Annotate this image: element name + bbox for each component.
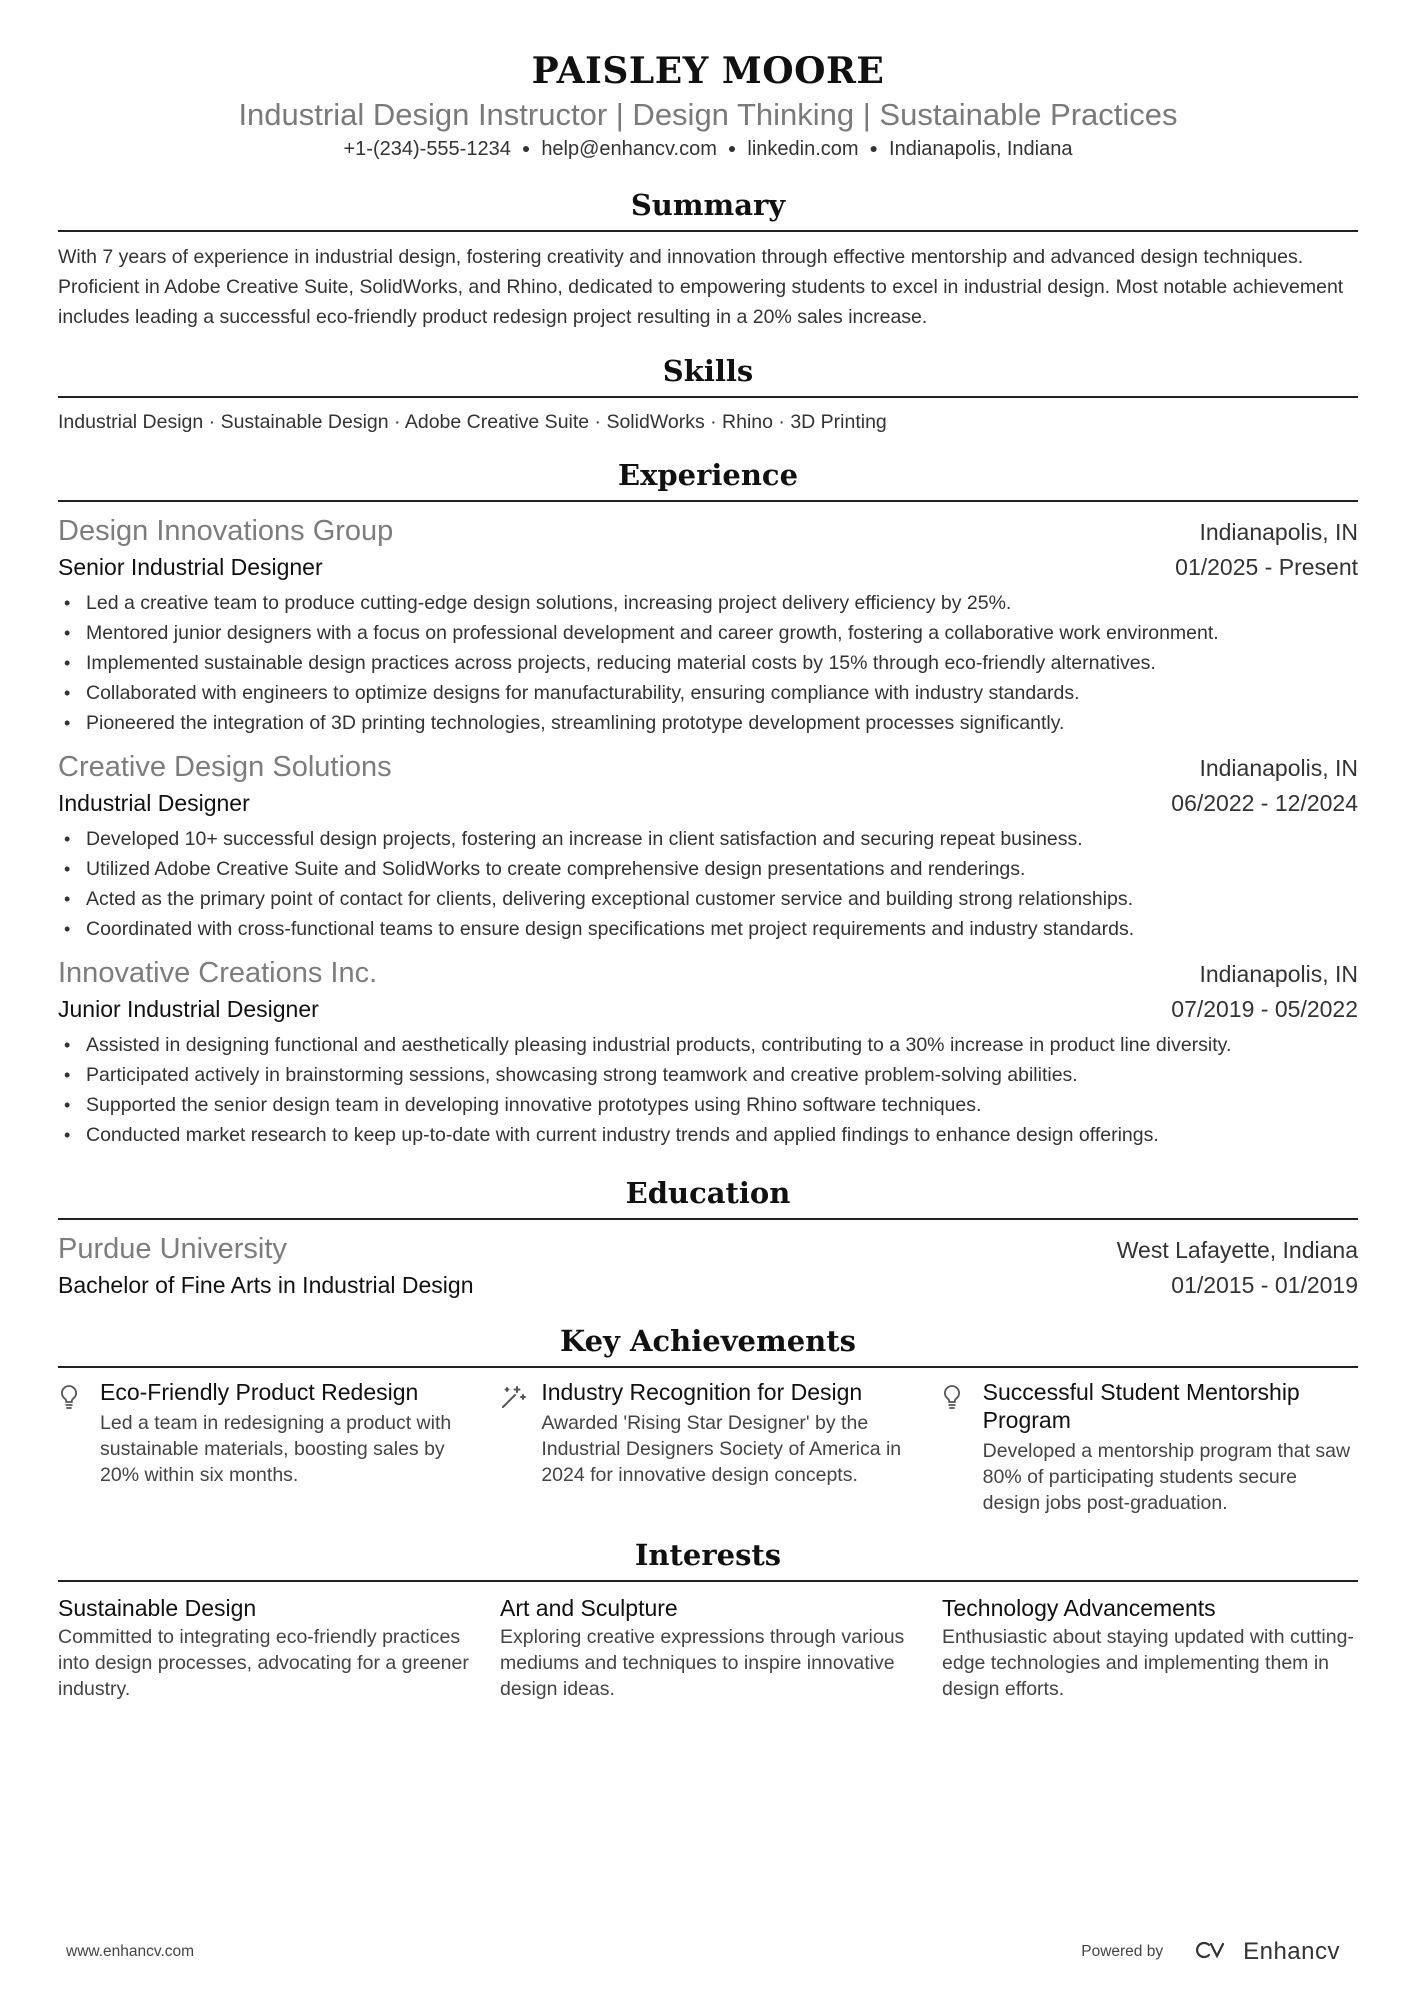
bullet-separator: ● [727,140,737,156]
section-title-achievements: Key Achievements [560,1324,856,1358]
skills-list: Industrial Design · Sustainable Design · Adobe Creative Suite · SolidWorks · Rhino · 3D Printing [58,411,887,433]
achievement-title: Successful Student Mentorship Program [982,1379,1300,1433]
interest-description: Exploring creative expressions through various mediums and techniques to inspire innovative design ideas. [500,1626,905,1700]
brand-name[interactable]: Enhancv [1243,1938,1340,1965]
section-divider [58,1580,1358,1582]
bullet-item: • Acted as the primary point of contact for clients, delivering exceptional customer service and building strong relationships. [58,884,1358,914]
phone[interactable]: +1-(234)-555-1234 [343,138,511,160]
achievement-item [499,1378,916,1516]
section-divider [58,1366,1358,1368]
degree: Bachelor of Fine Arts in Industrial Design [58,1272,474,1298]
page-footer [66,1938,1340,1966]
section-title-education: Education [625,1176,791,1210]
education-dates: 01/2015 - 01/2019 [1171,1272,1358,1298]
achievement-item [941,1378,1358,1516]
bullet-separator: ● [521,140,531,156]
linkedin-link[interactable]: linkedin.com [747,138,859,160]
candidate-name: PAISLEY MOORE [531,50,885,92]
powered-by-label: Powered by [1081,1943,1164,1960]
achievement-item [58,1378,475,1516]
bullet-item: • Assisted in designing functional and aesthetically pleasing industrial products, contributing to a 30% increase in product line diversity. [58,1030,1358,1060]
interest-description: Committed to integrating eco-friendly practices into design processes, advocating for a greener industry. [58,1626,469,1700]
achievement-description: Developed a mentorship program that saw 80% of participating students secure design jobs post-graduation. [982,1440,1351,1514]
job-role: Senior Industrial Designer [58,554,323,580]
company-name: Creative Design Solutions [58,751,392,783]
job-entry [58,954,1358,1150]
job-bullets [58,824,1358,944]
company-name: Innovative Creations Inc. [58,957,378,989]
education-section [58,1174,1358,1302]
job-entry [58,512,1358,738]
enhancv-logo-icon [1189,1939,1233,1966]
interest-item [500,1592,916,1702]
bullet-item: • Coordinated with cross-functional teams to ensure design specifications met project requirements and industry standards. [58,914,1358,944]
achievement-description: Led a team in redesigning a product with sustainable materials, boosting sales by 20% within six months. [100,1412,452,1486]
interest-item [58,1592,474,1702]
interest-title: Technology Advancements [942,1595,1216,1621]
bullet-item: • Conducted market research to keep up-to-date with current industry trends and applied findings to enhance design offerings. [58,1120,1358,1150]
bullet-item: • Pioneered the integration of 3D printing technologies, streamlining prototype development processes significantly. [58,708,1358,738]
job-bullets [58,588,1358,738]
company-name: Design Innovations Group [58,515,394,547]
resume-header [58,48,1358,164]
bullet-item: • Implemented sustainable design practices across projects, reducing material costs by 15% through eco-friendly alternatives. [58,648,1358,678]
bullet-item: • Supported the senior design team in developing innovative prototypes using Rhino software techniques. [58,1090,1358,1120]
interest-item [942,1592,1358,1702]
section-divider [58,1218,1358,1220]
contact-line [58,135,1358,164]
bullet-item: • Mentored junior designers with a focus on professional development and career growth, fostering a collaborative work environment. [58,618,1358,648]
bullet-item: • Collaborated with engineers to optimize designs for manufacturability, ensuring compliance with industry standards. [58,678,1358,708]
resume-page [58,48,1358,1702]
bullet-separator: ● [869,140,879,156]
job-bullets [58,1030,1358,1150]
job-location: Indianapolis, IN [1199,519,1358,545]
footer-url-link[interactable]: www.enhancv.com [66,1943,195,1960]
job-dates: 07/2019 - 05/2022 [1171,996,1358,1022]
candidate-headline: Industrial Design Instructor | Design Thinking | Sustainable Practices [238,97,1178,132]
section-divider [58,230,1358,232]
skills-section [58,352,1358,436]
section-title-skills: Skills [662,354,754,388]
section-title-summary: Summary [630,188,786,222]
job-role: Junior Industrial Designer [58,996,319,1022]
job-role: Industrial Designer [58,790,250,816]
job-location: Indianapolis, IN [1199,755,1358,781]
bullet-item: • Led a creative team to produce cutting-edge design solutions, increasing project delivery efficiency by 25%. [58,588,1358,618]
section-divider [58,500,1358,502]
job-dates: 01/2025 - Present [1175,554,1358,580]
email-link[interactable]: help@enhancv.com [541,138,717,160]
summary-text: With 7 years of experience in industrial design, fostering creativity and innovation through effective mentorship and advanced design techniques. Proficient in Adobe Creative Suite, SolidWorks, and Rhino, dedicated to empowering students to excel in industrial design. Most notable achievement includes leading a successful eco-friendly product redesign project resulting in a 20% sales increase. [58,246,1344,328]
section-divider [58,396,1358,398]
bullet-item: • Developed 10+ successful design projects, fostering an increase in client satisfaction and securing repeat business. [58,824,1358,854]
magic-wand-icon [499,1378,541,1516]
location: Indianapolis, Indiana [889,138,1073,160]
section-title-interests: Interests [634,1538,782,1572]
summary-section [58,186,1358,332]
job-location: Indianapolis, IN [1199,961,1358,987]
interest-title: Sustainable Design [58,1595,257,1621]
achievements-section [58,1322,1358,1516]
achievement-description: Awarded 'Rising Star Designer' by the Industrial Designers Society of America in 2024 for innovative design concepts. [541,1412,902,1486]
lightbulb-icon [58,1378,100,1516]
bullet-item: • Participated actively in brainstorming sessions, showcasing strong teamwork and creative problem-solving abilities. [58,1060,1358,1090]
interest-description: Enthusiastic about staying updated with cutting-edge technologies and implementing them in design efforts. [942,1626,1354,1700]
lightbulb-icon [941,1378,983,1516]
bullet-item: • Utilized Adobe Creative Suite and SolidWorks to create comprehensive design presentations and renderings. [58,854,1358,884]
school-location: West Lafayette, Indiana [1116,1237,1358,1263]
interest-title: Art and Sculpture [500,1595,678,1621]
section-title-experience: Experience [617,458,799,492]
job-dates: 06/2022 - 12/2024 [1171,790,1358,816]
job-entry [58,748,1358,944]
interests-section [58,1536,1358,1702]
achievement-title: Eco-Friendly Product Redesign [100,1379,419,1405]
experience-section [58,456,1358,1150]
achievement-title: Industry Recognition for Design [541,1379,863,1405]
powered-by [1081,1938,1340,1966]
school-name: Purdue University [58,1233,287,1265]
